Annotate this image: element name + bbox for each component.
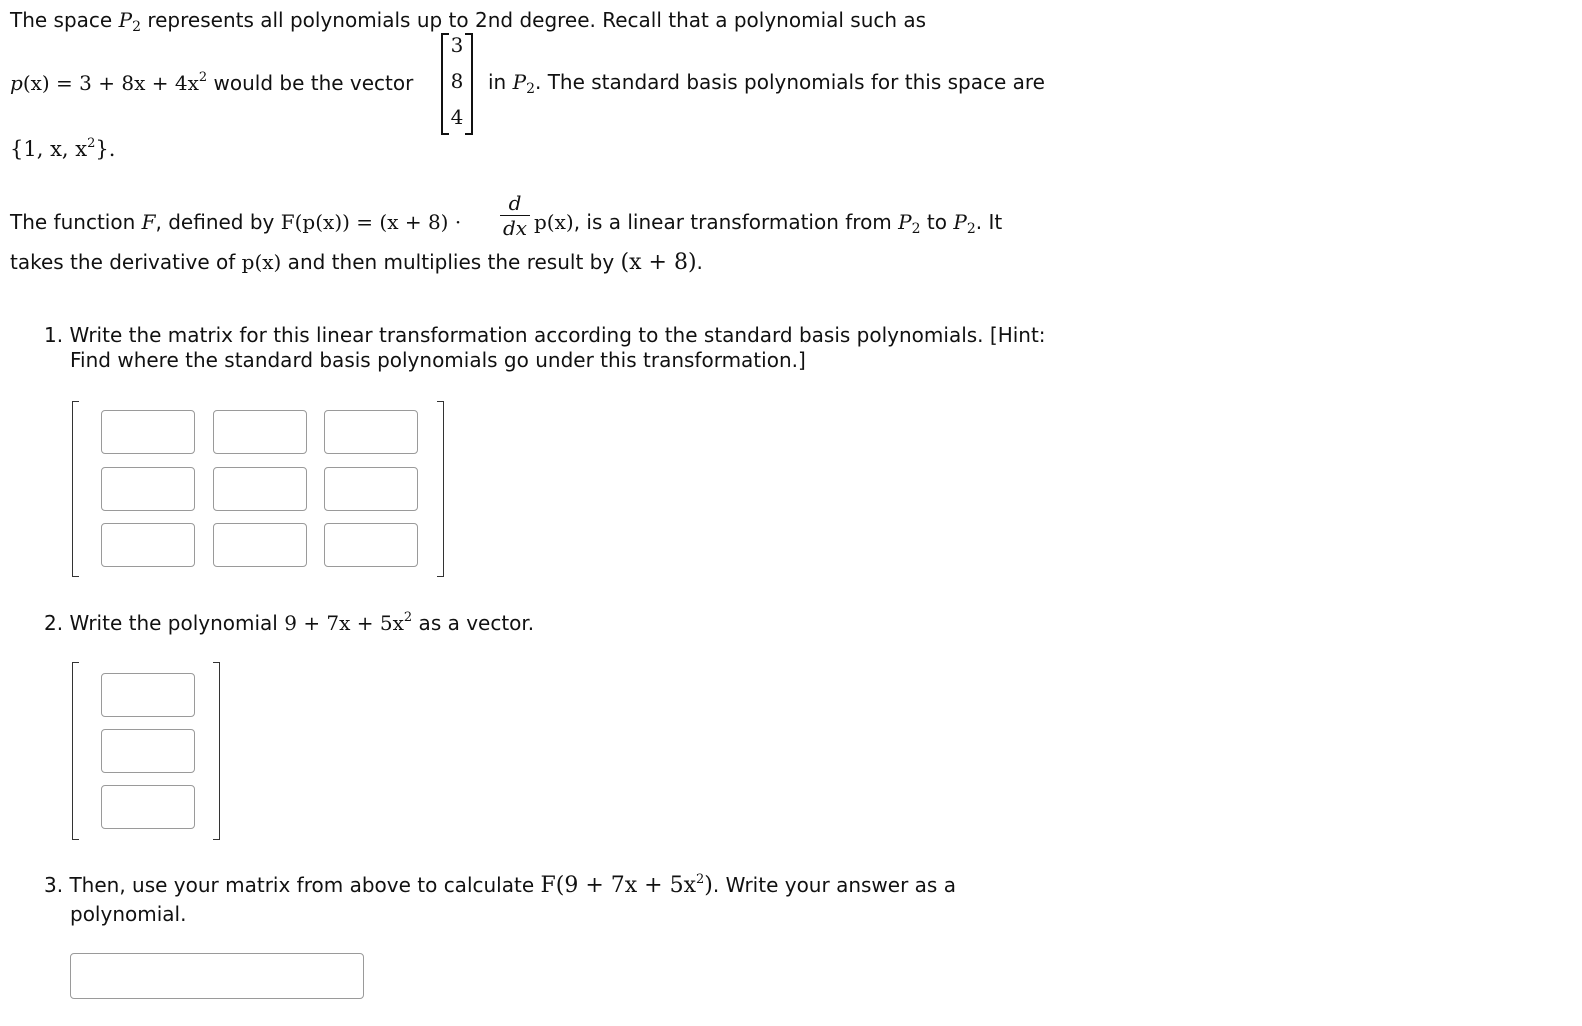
fraction-denominator: dx	[502, 216, 528, 240]
function-line-1b	[534, 210, 1002, 237]
vector-answer-right-bracket	[213, 662, 220, 840]
function-expression: p(x)	[534, 210, 574, 234]
poly-expression: = 3 + 8x + 4x	[49, 71, 199, 95]
question-3-expression: F(9 + 7x + 5x	[540, 873, 696, 898]
space-symbol: P	[512, 70, 527, 94]
question-2-polynomial: 9 + 7x + 5x	[284, 611, 404, 635]
function-expression: (x + 8)	[620, 250, 697, 275]
vector-cell-2[interactable]	[101, 729, 195, 773]
example-vector	[441, 33, 473, 133]
function-text: and then multiplies the result by	[281, 250, 621, 274]
function-text: . It	[975, 210, 1003, 234]
question-2-text: as a vector.	[412, 611, 535, 635]
question-3-text: . Write your answer as a	[712, 873, 956, 897]
vector-entry: 3	[450, 33, 464, 57]
space-subscript: 2	[132, 19, 141, 35]
question-3-text: 3. Then, use your matrix from above to calculate	[44, 873, 541, 897]
question-2-text: 2. Write the polynomial	[44, 611, 285, 635]
question-3-expression: )	[704, 873, 713, 898]
question-3-line-2: polynomial.	[70, 902, 187, 926]
matrix-right-bracket	[437, 401, 444, 577]
question-2-exponent: 2	[403, 610, 413, 625]
basis-set-exponent: 2	[87, 136, 96, 151]
function-text: , defined by	[155, 210, 281, 234]
intro-line-2	[10, 70, 413, 95]
matrix-cell-r3c1[interactable]	[101, 523, 195, 567]
intro-line-2b	[488, 70, 1045, 97]
vector-answer-left-bracket	[72, 662, 79, 840]
function-text: .	[696, 250, 703, 274]
matrix-left-bracket	[72, 401, 79, 577]
matrix-cell-r3c2[interactable]	[213, 523, 307, 567]
vector-entry: 8	[450, 69, 464, 93]
intro-line-1	[10, 8, 926, 35]
intro-text: in	[488, 70, 513, 94]
space-symbol: P	[898, 210, 912, 234]
space-symbol: P	[118, 8, 133, 32]
question-1-line-2: Find where the standard basis polynomials go under this transformation.]	[70, 348, 806, 372]
basis-set	[10, 136, 115, 161]
space-subscript: 2	[911, 221, 921, 237]
vector-cell-3[interactable]	[101, 785, 195, 829]
matrix-cell-r1c2[interactable]	[213, 410, 307, 454]
space-subscript: 2	[966, 221, 976, 237]
function-symbol: F	[141, 210, 156, 234]
question-2	[44, 610, 534, 635]
function-text: to	[920, 210, 954, 234]
function-expression: p(x)	[241, 250, 282, 274]
question-1-line-1: 1. Write the matrix for this linear transformation according to the standard basis polynomials. [Hint:	[44, 323, 1046, 347]
space-symbol: P	[953, 210, 967, 234]
function-text: takes the derivative of	[10, 250, 242, 274]
poly-symbol: p	[10, 71, 23, 95]
function-text: The function	[10, 210, 142, 234]
matrix-cell-r2c2[interactable]	[213, 467, 307, 511]
basis-set-text: {1, x, x	[10, 137, 88, 161]
function-expression: F(p(x)) = (x + 8) ·	[280, 210, 462, 234]
vector-entry: 4	[450, 105, 464, 129]
basis-set-text: }.	[95, 137, 116, 161]
intro-text: represents all polynomials up to 2nd degree. Recall that a polynomial such as	[140, 8, 927, 32]
function-line-1	[10, 210, 461, 234]
matrix-cell-r2c1[interactable]	[101, 467, 195, 511]
poly-arg: (x)	[22, 71, 50, 95]
question-3-exponent: 2	[695, 872, 705, 887]
intro-text: would be the vector	[207, 71, 414, 95]
poly-exponent: 2	[198, 70, 208, 85]
matrix-cell-r2c3[interactable]	[324, 467, 418, 511]
matrix-cell-r1c1[interactable]	[101, 410, 195, 454]
intro-text: . The standard basis polynomials for this space are	[534, 70, 1045, 94]
matrix-cell-r1c3[interactable]	[324, 410, 418, 454]
function-text: , is a linear transformation from	[573, 210, 899, 234]
space-subscript: 2	[526, 81, 535, 97]
question-3-line-1	[44, 872, 956, 898]
vector-cell-1[interactable]	[101, 673, 195, 717]
matrix-cell-r3c3[interactable]	[324, 523, 418, 567]
function-line-2	[10, 250, 703, 275]
intro-text: The space	[10, 8, 119, 32]
fraction-numerator: d	[508, 191, 522, 215]
polynomial-answer-input[interactable]	[70, 953, 364, 999]
derivative-fraction	[498, 192, 532, 239]
